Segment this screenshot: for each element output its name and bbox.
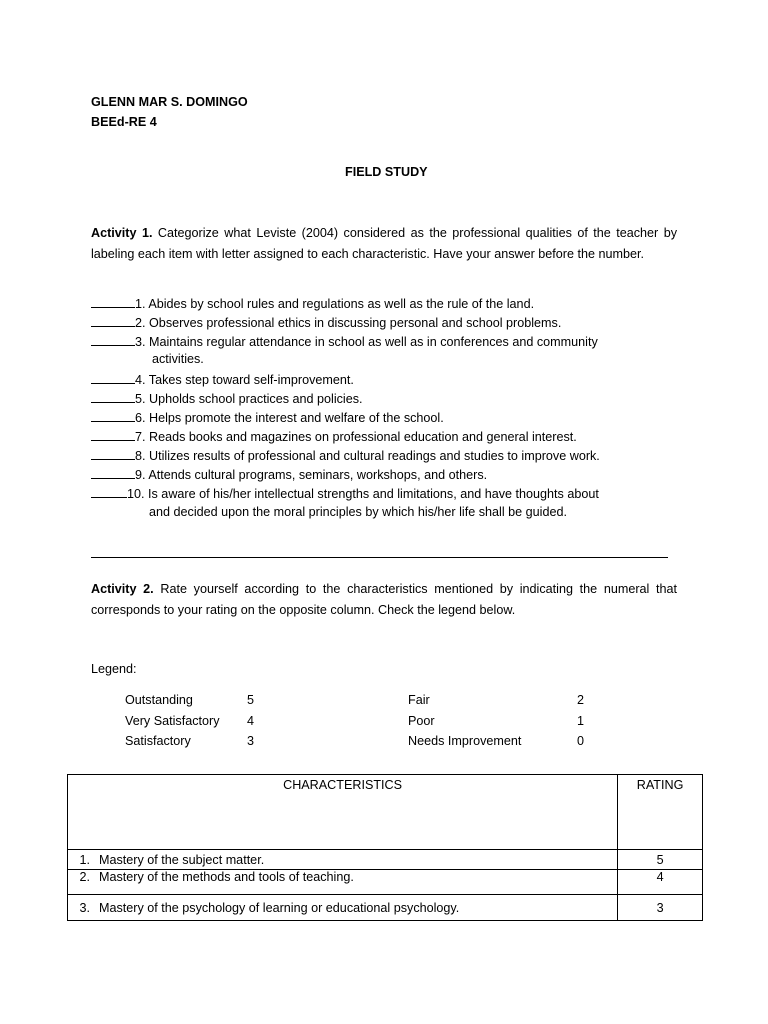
activity1-item: 9. Attends cultural programs, seminars, workshops, and others. — [91, 466, 487, 485]
activity1-item: 4. Takes step toward self-improvement. — [91, 371, 354, 390]
column-header-characteristics: CHARACTERISTICS — [68, 775, 618, 850]
characteristic-cell: 2. Mastery of the methods and tools of teaching. — [68, 870, 618, 895]
section-divider — [91, 557, 668, 558]
legend-label: Outstanding — [125, 693, 193, 707]
legend-title: Legend: — [91, 662, 137, 676]
activity1-item: 10. Is aware of his/her intellectual strengths and limitations, and have thoughts about — [91, 485, 599, 504]
answer-blank[interactable] — [91, 315, 135, 327]
activity1-item: 5. Upholds school practices and policies. — [91, 390, 363, 409]
answer-blank[interactable] — [91, 486, 127, 498]
answer-blank[interactable] — [91, 448, 135, 460]
activity1-item: 3. Maintains regular attendance in school as well as in conferences and community — [91, 333, 598, 352]
legend-value: 5 — [247, 693, 255, 707]
answer-blank[interactable] — [91, 296, 135, 308]
activity1-item: 1. Abides by school rules and regulations as well as the rule of the land. — [91, 295, 534, 314]
table-row — [68, 870, 703, 895]
activity2-instructions — [91, 579, 677, 620]
table-row — [68, 850, 703, 870]
legend-value: 4 — [247, 714, 255, 728]
student-course: BEEd-RE 4 — [91, 115, 157, 129]
legend-label: Poor — [408, 714, 435, 728]
activity1-instructions — [91, 223, 677, 264]
document-title: FIELD STUDY — [345, 165, 428, 179]
legend-label: Needs Improvement — [408, 734, 522, 748]
activity1-item: 8. Utilizes results of professional and cultural readings and studies to improve work. — [91, 447, 600, 466]
legend-value: 2 — [577, 693, 585, 707]
characteristic-cell: 3. Mastery of the psychology of learning or educational psychology. — [68, 895, 618, 921]
table-header-row — [68, 775, 703, 850]
activity1-text: Categorize what Leviste (2004) considered as the professional qualities of the teacher by labeling each item with letter assigned to each characteristic. Have your answer before the number. — [91, 226, 677, 261]
column-header-rating: RATING — [618, 775, 703, 850]
ratings-table — [67, 774, 703, 921]
answer-blank[interactable] — [91, 429, 135, 441]
answer-blank[interactable] — [91, 372, 135, 384]
answer-blank[interactable] — [91, 410, 135, 422]
legend-label: Satisfactory — [125, 734, 191, 748]
characteristic-cell: 1. Mastery of the subject matter. — [68, 850, 618, 870]
answer-blank[interactable] — [91, 334, 135, 346]
table-row — [68, 895, 703, 921]
activity1-item: 7. Reads books and magazines on professional education and general interest. — [91, 428, 577, 447]
activity1-item: 6. Helps promote the interest and welfare of the school. — [91, 409, 444, 428]
rating-cell[interactable]: 5 — [618, 850, 703, 870]
activity2-text: Rate yourself according to the characteristics mentioned by indicating the numeral that corresponds to your rating on the opposite column. Check the legend below. — [91, 582, 678, 617]
answer-blank[interactable] — [91, 391, 135, 403]
activity2-label: Activity 2. — [91, 582, 154, 596]
rating-cell[interactable]: 3 — [618, 895, 703, 921]
legend-value: 3 — [247, 734, 255, 748]
student-name: GLENN MAR S. DOMINGO — [91, 95, 248, 109]
answer-blank[interactable] — [91, 467, 135, 479]
legend-label: Fair — [408, 693, 430, 707]
activity1-item-continuation: and decided upon the moral principles by which his/her life shall be guided. — [149, 505, 567, 519]
rating-cell[interactable]: 4 — [618, 870, 703, 895]
activity1-label: Activity 1. — [91, 226, 153, 240]
legend-label: Very Satisfactory — [125, 714, 220, 728]
legend-value: 0 — [577, 734, 585, 748]
activity1-item: 2. Observes professional ethics in discussing personal and school problems. — [91, 314, 561, 333]
legend-value: 1 — [577, 714, 585, 728]
activity1-item-continuation: activities. — [152, 352, 204, 366]
